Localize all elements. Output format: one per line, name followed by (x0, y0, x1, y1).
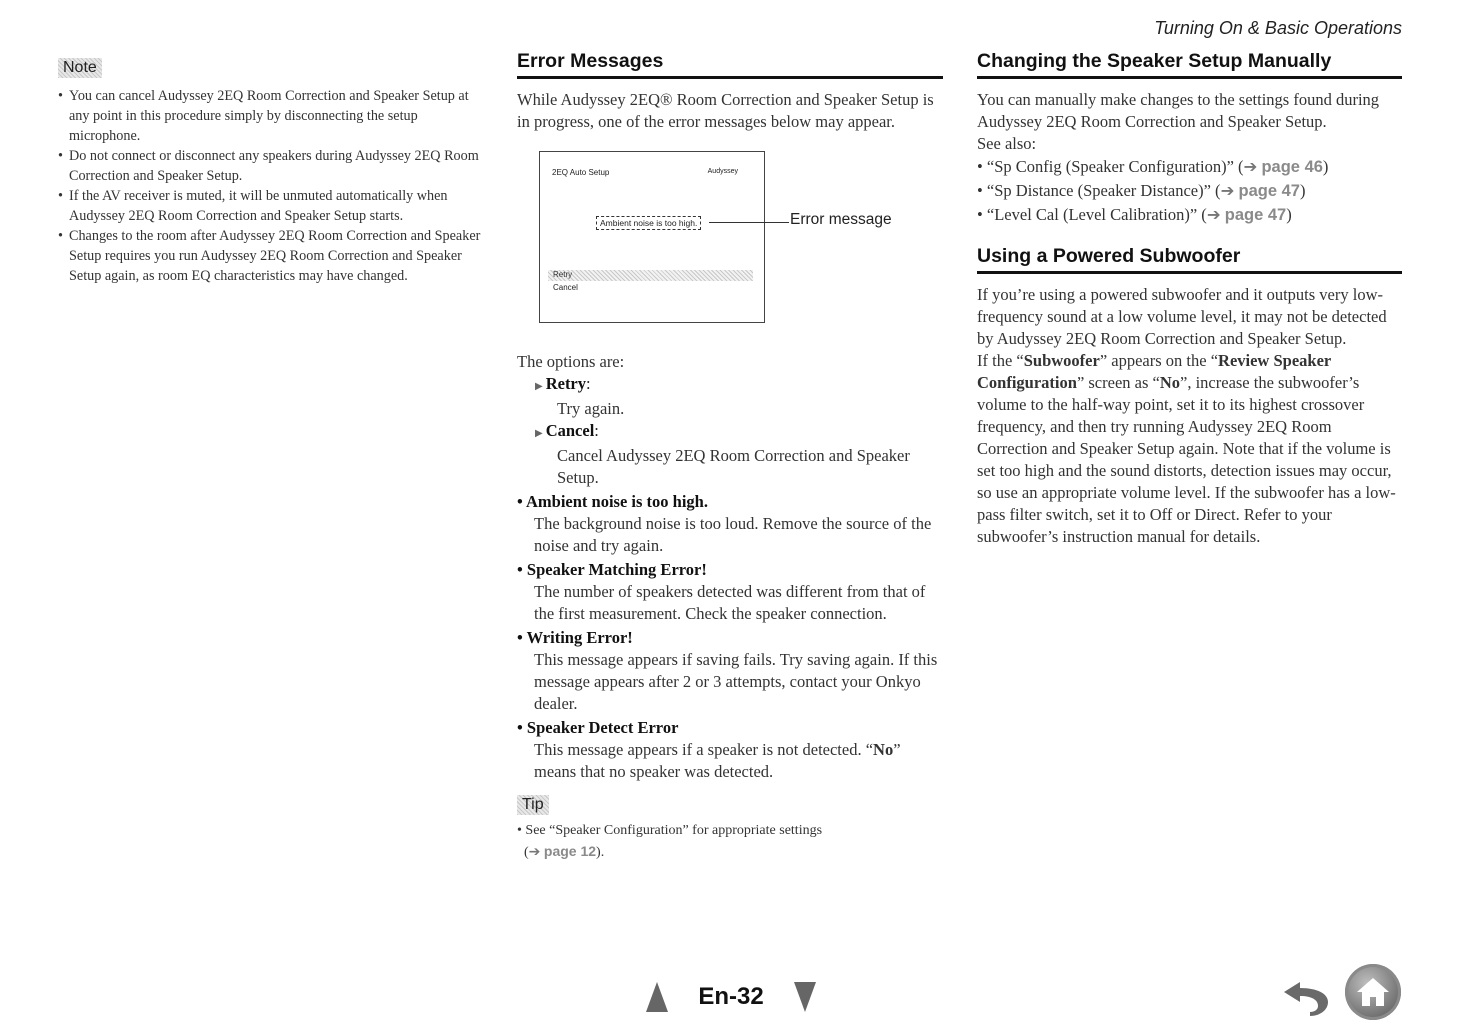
next-page-icon[interactable] (794, 982, 816, 1012)
manual-setup-intro: You can manually make changes to the settings found during Audyssey 2EQ Room Correction and Speaker Setup. (977, 90, 1380, 131)
running-header: Turning On & Basic Operations (1154, 18, 1402, 38)
arrow-right-icon: ➔ (1243, 157, 1258, 176)
arrow-right-icon: ➔ (528, 844, 541, 860)
page-link[interactable]: page 46 (1261, 158, 1323, 176)
osd-screen (539, 151, 765, 323)
error-messages-section (517, 50, 943, 863)
manual-setup-section (977, 50, 1402, 548)
error-title: • Writing Error! (517, 628, 633, 647)
setup-screen-diagram (517, 151, 943, 351)
arrow-right-icon: ➔ (1220, 181, 1235, 200)
previous-page-icon[interactable] (646, 982, 668, 1012)
osd-error-message: Ambient noise is too high. (596, 216, 701, 230)
see-also-item: • “Sp Config (Speaker Configuration)” (➔ page 46) (977, 157, 1329, 176)
note-item: • You can cancel Audyssey 2EQ Room Correction and Speaker Setup at any point in this procedure simply by disconnecting the setup microphone. (58, 86, 486, 146)
error-desc: The number of speakers detected was different from that of the first measurement. Check the speaker connection. (534, 582, 926, 623)
triangle-bullet-icon: ▶ (535, 381, 543, 392)
option-retry-desc: Try again. (557, 399, 625, 418)
osd-option-cancel: Cancel (553, 283, 578, 292)
page-link[interactable]: page 47 (1238, 182, 1300, 200)
see-also-item: • “Level Cal (Level Calibration)” (➔ page 47) (977, 205, 1292, 224)
note-item: • If the AV receiver is muted, it will be unmuted automatically when Audyssey 2EQ Room Correction and Speaker Setup starts. (58, 186, 486, 226)
error-desc: This message appears if a speaker is not detected. “No” means that no speaker was detected. (534, 740, 901, 781)
osd-brand: Audyssey (707, 168, 738, 175)
subwoofer-para2: If the “Subwoofer” appears on the “Review Speaker Configuration” screen as “No”, increase the subwoofer’s volume to the half-way point, set it to its highest crossover frequency, and then try running Audyssey 2EQ Room Correction and Speaker Setup again. Note that if the volume is set too high and the sound distorts, detection issues may occur, so use an appropriate volume level. If the subwoofer has a low-pass filter switch, set it to Off or Direct. Refer to your subwoofer’s instruction manual for details. (977, 351, 1396, 546)
error-desc: The background noise is too loud. Remove the source of the noise and try again. (534, 514, 932, 555)
error-title: • Ambient noise is too high. (517, 492, 708, 511)
callout-line (709, 222, 789, 223)
see-also-label: See also: (977, 134, 1037, 153)
options-intro: The options are: (517, 352, 625, 371)
page-number: En-32 (698, 983, 764, 1010)
error-title: • Speaker Detect Error (517, 718, 679, 737)
note-label: Note (58, 58, 102, 78)
note-item: • Changes to the room after Audyssey 2EQ Room Correction and Speaker Setup requires you run Audyssey 2EQ Room Correction and Speaker Setup again, as room EQ characteristics may have changed. (58, 226, 486, 286)
option-retry-heading: ▶ Retry: (535, 374, 591, 393)
osd-screen-title: 2EQ Auto Setup (552, 168, 610, 177)
error-messages-intro: While Audyssey 2EQ® Room Correction and Speaker Setup is in progress, one of the error messages below may appear. (517, 90, 934, 131)
see-also-list (977, 155, 1402, 227)
subwoofer-heading: Using a Powered Subwoofer (977, 245, 1402, 274)
subwoofer-para1: If you’re using a powered subwoofer and it outputs very low-frequency sound at a low volume level, it may not be detected by Audyssey 2EQ Room Correction and Speaker Setup. (977, 285, 1387, 348)
page-link[interactable]: page 47 (1224, 206, 1287, 224)
subwoofer-section (977, 245, 1402, 548)
back-icon[interactable] (1280, 972, 1332, 1016)
see-also-item: • “Sp Distance (Speaker Distance)” (➔ page 47) (977, 181, 1306, 200)
footer-navigation (646, 978, 816, 1016)
option-cancel-heading: ▶ Cancel: (535, 421, 599, 440)
arrow-right-icon: ➔ (1206, 205, 1221, 224)
note-list (58, 86, 486, 286)
tip-label: Tip (517, 795, 549, 815)
tip-section (517, 795, 943, 863)
triangle-bullet-icon: ▶ (535, 428, 543, 439)
option-cancel-desc: Cancel Audyssey 2EQ Room Correction and Speaker Setup. (557, 446, 910, 487)
error-title: • Speaker Matching Error! (517, 560, 707, 579)
note-section (58, 58, 486, 286)
error-messages-heading: Error Messages (517, 50, 943, 79)
note-item: • Do not connect or disconnect any speakers during Audyssey 2EQ Room Correction and Speaker Setup. (58, 146, 486, 186)
error-desc: This message appears if saving fails. Try saving again. If this message appears after 2 or 3 attempts, contact your Onkyo dealer. (534, 650, 938, 713)
manual-setup-heading: Changing the Speaker Setup Manually (977, 50, 1402, 79)
osd-option-retry: Retry (548, 270, 753, 281)
home-icon[interactable] (1345, 964, 1401, 1020)
callout-label: Error message (790, 211, 892, 228)
page-link[interactable]: page 12 (543, 843, 597, 859)
tip-text: • See “Speaker Configuration” for appropriate settings (➔ page 12). (517, 823, 823, 860)
